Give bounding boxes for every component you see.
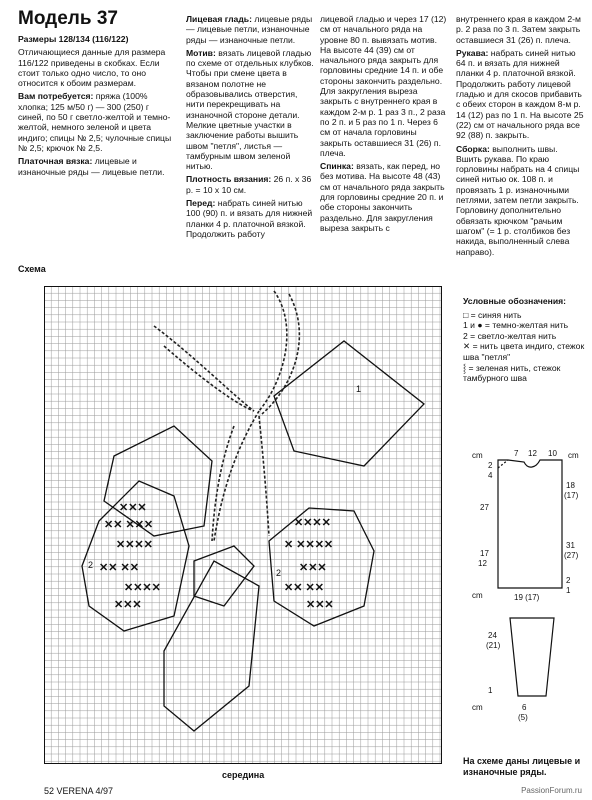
stockinette-text: лицевые ряды — лицевые петли, изнаночные ряды — изнаночные петли. bbox=[186, 14, 313, 45]
right-18: 18 bbox=[566, 481, 575, 490]
front-text: набрать синей нитью 100 (90) п. и вязать для нижней планки 4 р. платочной вязкой. Продолжить работу bbox=[186, 198, 313, 239]
bottom-6: 6 bbox=[522, 703, 527, 712]
legend-item: 1 и ● = темно-желтая нить bbox=[463, 320, 569, 331]
materials-label: Вам потребуется: bbox=[18, 91, 94, 102]
svg-text:✕✕✕: ✕✕✕ bbox=[119, 502, 147, 514]
marker-2: 2 bbox=[88, 560, 94, 570]
sizes-label: Размеры 128/134 (116/122) bbox=[18, 34, 129, 44]
garment-pattern bbox=[462, 448, 586, 748]
column-2 bbox=[186, 14, 316, 242]
legend-title: Условные обозначения: bbox=[463, 296, 566, 306]
marker-1: 1 bbox=[356, 384, 362, 394]
watermark: PassionForum.ru bbox=[521, 786, 582, 795]
assembly-label: Сборка: bbox=[456, 143, 490, 154]
cm-label: cm bbox=[472, 451, 483, 460]
density-text: 26 п. x 36 р. = 10 x 10 см. bbox=[186, 174, 312, 195]
svg-text:✕✕ ✕✕: ✕✕ ✕✕ bbox=[99, 562, 139, 574]
sleeve-24: 24 bbox=[488, 631, 497, 640]
cm-label-2: cm bbox=[472, 591, 483, 600]
back-text: вязать, как перед, но без мотива. На высоте 48 (43) см от начального ряда закрыть для горловины средние 20 п. и обе стороны закончить раздельно. Для закругления выреза закрыть с bbox=[320, 161, 445, 233]
chart-crosses bbox=[99, 502, 334, 611]
garter-label: Платочная вязка: bbox=[18, 156, 93, 167]
svg-text:✕✕✕: ✕✕✕ bbox=[306, 599, 334, 611]
right-1: 1 bbox=[566, 586, 571, 595]
cm-label-3: cm bbox=[472, 703, 483, 712]
bottom-5: (5) bbox=[518, 713, 528, 722]
back-label: Спинка: bbox=[320, 161, 354, 172]
left-4: 4 bbox=[488, 471, 493, 480]
page-footer: 52 VERENA 4/97 bbox=[44, 786, 114, 796]
sleeves-label: Рукава: bbox=[456, 47, 489, 58]
sleeve-outline bbox=[510, 618, 554, 696]
page-title: Модель 37 bbox=[18, 8, 118, 29]
motif-label: Мотив: bbox=[186, 47, 216, 58]
left-17: 17 bbox=[480, 549, 489, 558]
legend-item: □ = синяя нить bbox=[463, 309, 522, 320]
right-2: 2 bbox=[566, 576, 571, 585]
sleeve-1: 1 bbox=[488, 686, 493, 695]
svg-text:✕✕✕: ✕✕✕ bbox=[299, 562, 327, 574]
top-10: 10 bbox=[548, 449, 557, 458]
svg-text:✕✕ ✕✕✕: ✕✕ ✕✕✕ bbox=[104, 519, 154, 531]
right-31: 31 bbox=[566, 541, 575, 550]
svg-text:✕✕✕✕: ✕✕✕✕ bbox=[124, 582, 161, 594]
top-7: 7 bbox=[514, 449, 519, 458]
left-2: 2 bbox=[488, 461, 493, 470]
left-12: 12 bbox=[478, 559, 487, 568]
body-outline bbox=[498, 460, 562, 588]
svg-text:✕✕✕✕: ✕✕✕✕ bbox=[294, 517, 331, 529]
motif-text: вязать лицевой гладью по схеме от отдельных клубков. Чтобы при смене цвета в вязаном полотне не образовывались отверстия, нити перекрещивать на изнаночной стороне детали. Мелкие цветные участки в заключение работы вышить швом "петля", листья — тамбурным швом зеленой нитью. bbox=[186, 47, 314, 172]
legend-item: ✕ = нить цвета индиго, стежок шва "петля" bbox=[463, 341, 585, 362]
right-27: (27) bbox=[564, 551, 579, 560]
front-label: Перед: bbox=[186, 198, 216, 209]
column-3 bbox=[320, 14, 448, 236]
top-12: 12 bbox=[528, 449, 537, 458]
svg-text:✕ ✕✕✕✕: ✕ ✕✕✕✕ bbox=[284, 539, 334, 551]
svg-text:✕✕ ✕✕: ✕✕ ✕✕ bbox=[284, 582, 324, 594]
knitting-chart bbox=[44, 286, 442, 764]
sizes-intro: Отличающиеся данные для размера 116/122 приведены в скобках. Если стоит только одно число, то оно относится к обоим размерам. bbox=[18, 47, 166, 89]
svg-text:✕✕✕✕: ✕✕✕✕ bbox=[116, 539, 153, 551]
legend-item: ⸾ = зеленая нить, стежок тамбурного шва bbox=[463, 362, 561, 384]
sleeves-text: набрать синей нитью 64 п. и вязать для нижней планки 4 р. платочной вязкой. Продолжить работу лицевой гладью и для скосов прибавить с обеих сторон в каждом 8-м р. 14 (12) раз по 1 п. На высоте 25 (22) см от начального ряда все 92 (88) п. закрыть. bbox=[456, 47, 584, 141]
front-continued-text: лицевой гладью и через 17 (12) см от начального ряда на уровне 80 п. вывязать мотив. На высоте 44 (39) см от начального ряда закрыть для горловины средние 14 п. и обе стороны закончить раздельно. Для закругления выреза закрыть с внутреннего края в каждом 2-м р. 1 раз 3 п., 2 раза по 2 п. и 5 раз по 1 п. Через 6 см от начала горловины закрыть оставшиеся 31 (26) п. плеча. bbox=[320, 14, 447, 158]
schema-label: Схема bbox=[18, 264, 46, 274]
materials-text: пряжа (100% хлопка; 125 м/50 г) — 300 (250) г синей, по 50 г светло-желтой и темно-желтой, немного зеленой и цвета индиго; спицы № 2,5; чулочные спицы № 2,5; крючок № 2,5. bbox=[18, 91, 172, 153]
left-27: 27 bbox=[480, 503, 489, 512]
column-1 bbox=[18, 34, 176, 180]
garter-text: лицевые и изнаночные ряды — лицевые петли. bbox=[18, 156, 165, 177]
density-label: Плотность вязания: bbox=[186, 174, 272, 185]
column-4 bbox=[456, 14, 584, 260]
legend-item: 2 = светло-желтая нить bbox=[463, 330, 557, 341]
legend bbox=[463, 296, 589, 384]
right-17: (17) bbox=[564, 491, 579, 500]
center-label: середина bbox=[222, 770, 265, 780]
stockinette-label: Лицевая гладь: bbox=[186, 14, 252, 24]
marker-2b: 2 bbox=[276, 568, 282, 578]
schema-caption: На схеме даны лицевые и изнаночные ряды. bbox=[463, 756, 581, 777]
cm-label-right: cm bbox=[568, 451, 579, 460]
assembly-text: выполнить швы. Вшить рукава. По краю горловины набрать на 4 спицы синей нитью ок. 108 п. и провязать 1 р. изнаночными петлями, затем петли закрыть. Горловину дополнительно обвязать крючком "рачьим шагом" (= 1 р. столбиков без накида, выполненный слева направо). bbox=[456, 143, 580, 257]
back-continued-text: внутреннего края в каждом 2-м р. 2 раза по 3 п. Затем закрыть оставшиеся 31 (26) п. плеча. bbox=[456, 14, 581, 45]
svg-text:✕✕✕: ✕✕✕ bbox=[114, 599, 142, 611]
mid-width: 19 (17) bbox=[514, 593, 540, 602]
sleeve-21: (21) bbox=[486, 641, 501, 650]
